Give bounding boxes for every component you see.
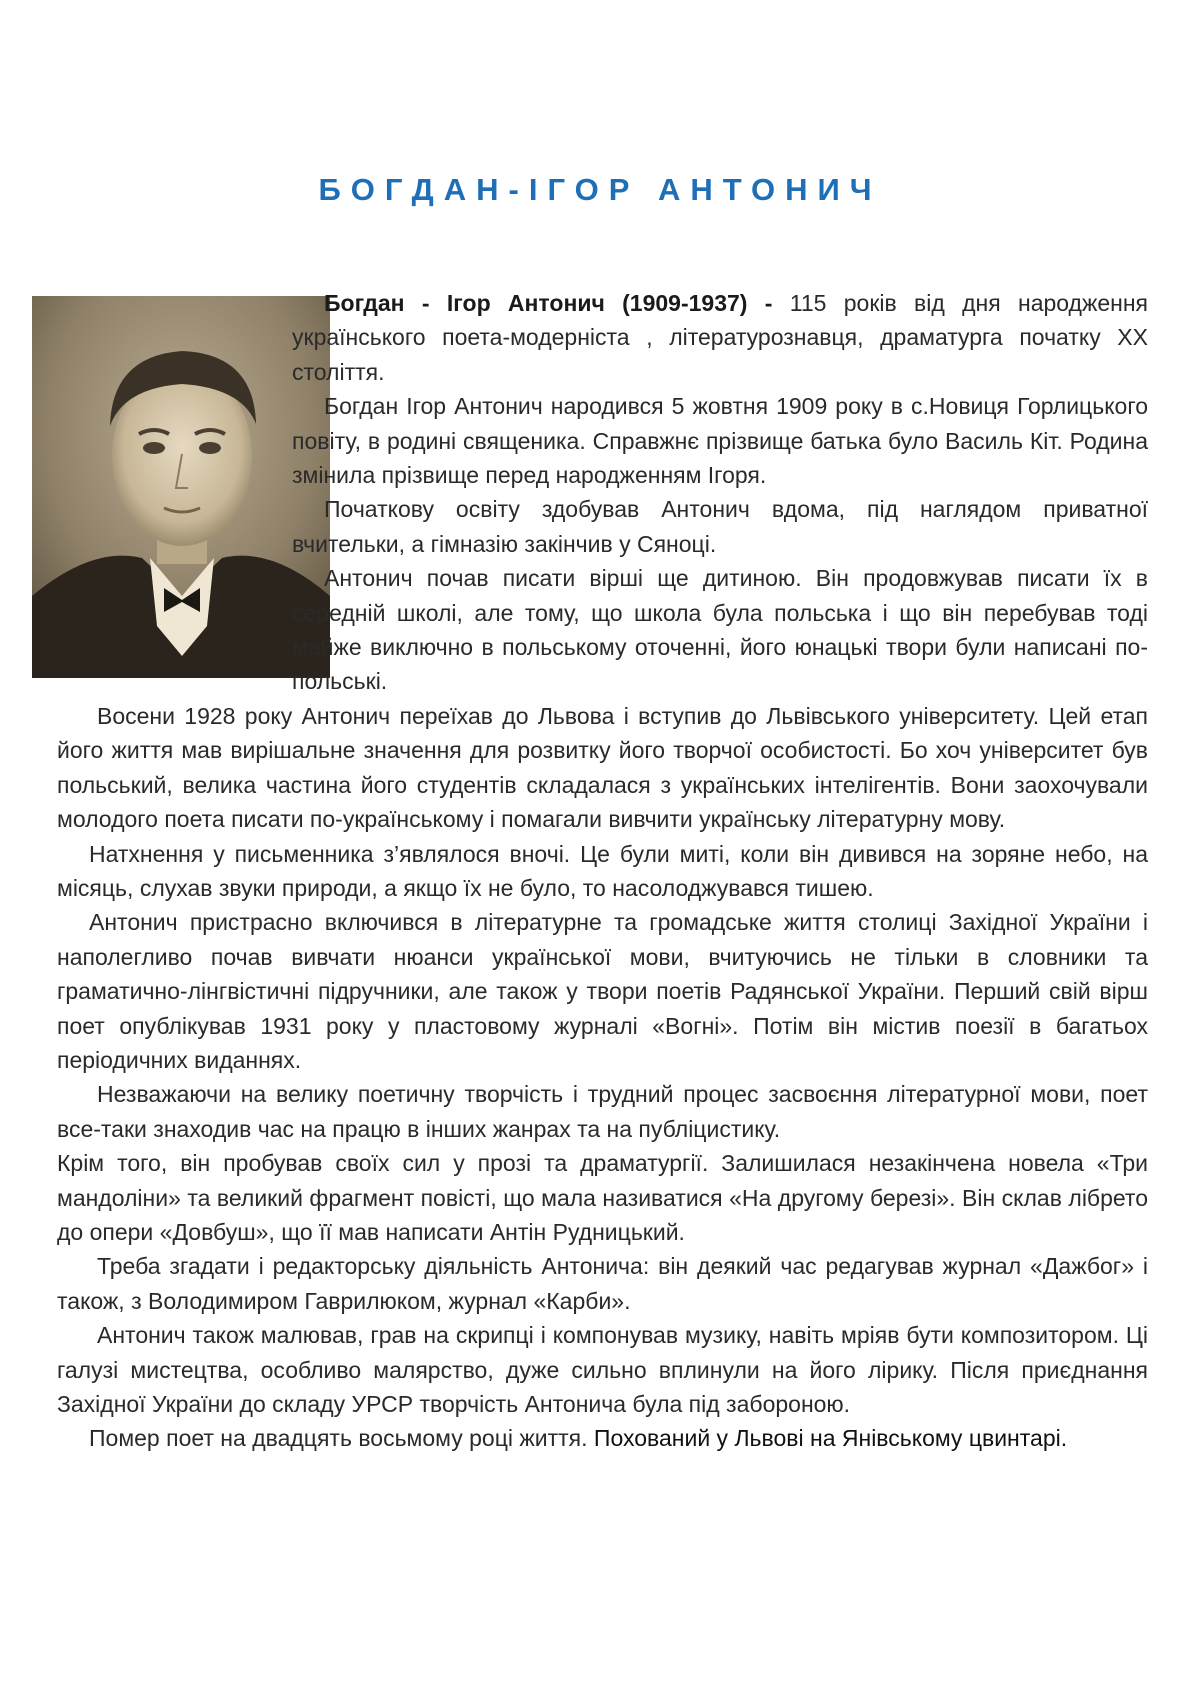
paragraph-birth: Богдан Ігор Антонич народився 5 жовтня 1909 року в с.Новиця Горлицького повіту, в родині священика. Справжнє прізвище батька було Василь Кіт. Родина змінила прізвище перед народженням Ігоря. [292, 393, 1148, 489]
intro-bold: Богдан - Ігор Антонич (1909-1937) - [324, 290, 773, 316]
paragraph-early-poems: Антонич почав писати вірші ще дитиною. Він продовжував писати їх в середній школі, але тому, що школа була польська і що він перебував тоді майже виключно в польському оточенні, його юнацькі твори були написані по-польські. [292, 565, 1148, 695]
paragraph-prose-drama: Крім того, він пробував своїх сил у прозі та драматургії. Залишилася незакінчена новела «Три мандоліни» та великий фрагмент повісті, що мала називатися «На другому березі». Він склав лібрето до опери «Довбуш», що її мав написати Антін Рудницький. [57, 1150, 1148, 1245]
paragraph-inspiration: Натхнення у письменника з’являлося вночі. Це були миті, коли він дивився на зоряне небо, на місяць, слухав звуки природи, а якщо їх не було, то насолоджувався тишею. [57, 840, 1148, 901]
intro-rest: 115 років від дня народження українського поета-модерніста , літературознавця, драматурга початку ХХ століття. [292, 290, 1149, 385]
paragraph-editorial: Треба згадати і редакторську діяльність Антонича: він деякий час редагував журнал «Дажбог» і також, з Володимиром Гаврилюком, журнал «Карби». [57, 1253, 1148, 1314]
paragraph-genres: Незважаючи на велику поетичну творчість і трудний процес засвоєння літературної мови, поет все-таки знаходив час на працю в інших жанрах та на публіцистику. [57, 1081, 1148, 1142]
paragraph-education: Початкову освіту здобував Антонич вдома, під наглядом приватної вчительки, а гімназію закінчив у Сяноці. [292, 496, 1148, 557]
paragraph-arts: Антонич також малював, грав на скрипці і компонував музику, навіть мріяв бути композитором. Ці галузі мистецтва, особливо малярство, дуже сильно вплинули на його лірику. Після приєднання Західної України до складу УРСР творчість Антонича була під забороною. [57, 1322, 1148, 1417]
paragraph-literary-life: Антонич пристрасно включився в літературне та громадське життя столиці Західної України і наполегливо почав вивчати нюанси української мови, вчитуючись не тільки в словники та граматично-лінгвістичні підручники, але також у твори поетів Радянської України. Перший свій вірш поет опублікував 1931 року у пластовому журналі «Вогні». Потім він містив поезії в багатьох періодичних виданнях. [57, 909, 1148, 1073]
paragraph-university: Восени 1928 року Антонич переїхав до Львова і вступив до Львівського університету. Цей етап його життя мав вирішальне значення для розвитку його творчої особистості. Бо хоч університет був польський, велика частина його студентів складалася з українських інтелігентів. Вони заохочували молодого поета писати по-українському і помагали вивчити українську літературну мову. [57, 702, 1148, 833]
burial-text: Похований у Львові на Янівському цвинтарі. [593, 1425, 1068, 1452]
photo-spacer [0, 286, 292, 688]
page-title: БОГДАН-ІГОР АНТОНИЧ [318, 172, 882, 207]
article-body [57, 286, 1148, 1456]
paragraph-death [57, 1421, 1148, 1455]
death-text: Помер поет на двадцять восьмому році життя. [89, 1425, 588, 1452]
